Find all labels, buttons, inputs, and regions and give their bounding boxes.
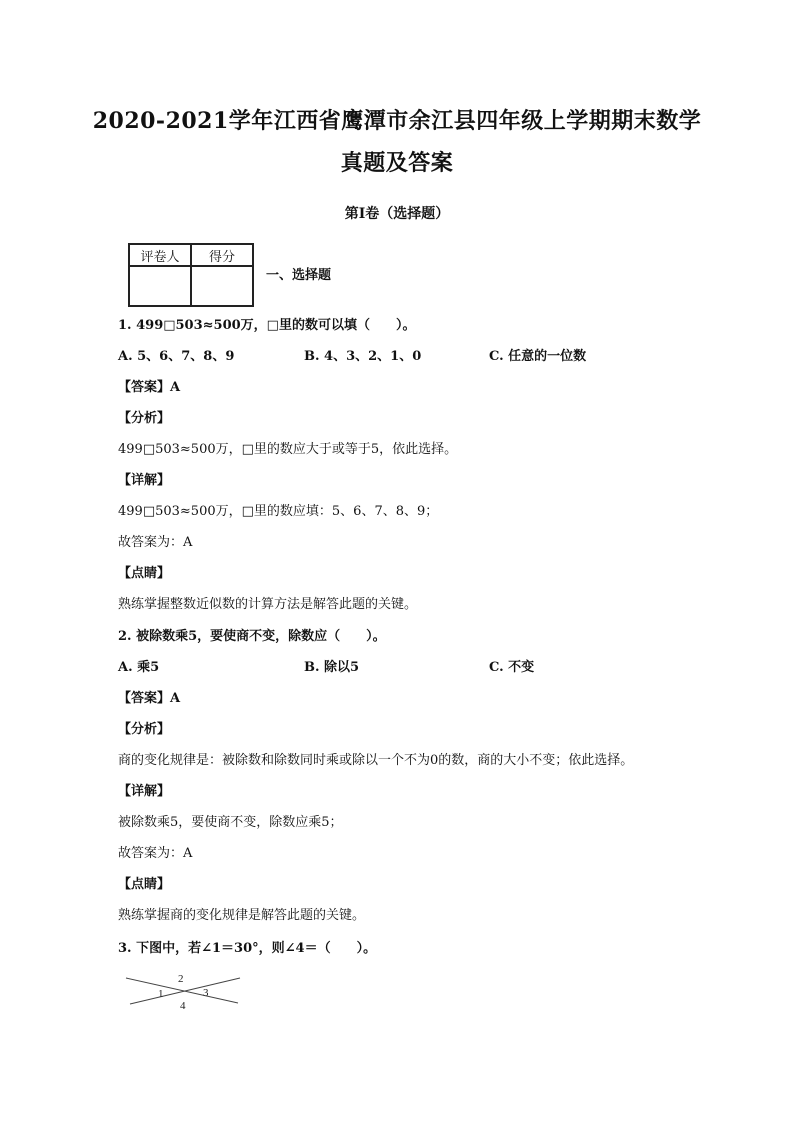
score-table-cell-grader: [129, 266, 191, 306]
document-title-line-1: 2020-2021学年江西省鹰潭市余江县四年级上学期期末数学: [92, 108, 702, 134]
section-title: 一、选择题: [266, 268, 332, 283]
question-2-option-a: A. 乘5: [118, 660, 160, 675]
intersecting-lines-figure: [122, 968, 246, 1014]
question-3: 3. 下图中，若∠1＝30°，则∠4＝（ ）。: [118, 941, 377, 956]
question-2-analysis: 商的变化规律是：被除数和除数同时乘或除以一个不为0的数，商的大小不变；依此选择。: [118, 753, 634, 768]
question-1-option-b: B. 4、3、2、1、0: [304, 349, 422, 364]
question-2-answer: 【答案】A: [118, 691, 181, 706]
question-1: 1. 499□503≈500万，□里的数可以填（ ）。: [118, 318, 416, 333]
question-2-option-c: C. 不变: [489, 660, 535, 675]
score-table-header-grader: 评卷人: [129, 244, 191, 266]
score-table: [128, 243, 254, 307]
question-1-analysis: 499□503≈500万，□里的数应大于或等于5，依此选择。: [118, 442, 458, 457]
question-1-comment: 熟练掌握整数近似数的计算方法是解答此题的关键。: [118, 597, 418, 612]
question-1-analysis-label: 【分析】: [118, 411, 171, 426]
angle-label-3: 3: [203, 987, 209, 999]
angle-label-2: 2: [178, 973, 184, 985]
question-2-detail: 被除数乘5，要使商不变，除数应乘5；: [118, 815, 343, 830]
question-2-comment-label: 【点睛】: [118, 877, 171, 892]
question-1-detail-label: 【详解】: [118, 473, 171, 488]
document-title-line-2: 真题及答案: [340, 150, 454, 176]
question-1-detail: 499□503≈500万，□里的数应填：5、6、7、8、9；: [118, 504, 439, 519]
question-1-conclusion: 故答案为：A: [118, 535, 193, 550]
question-1-answer: 【答案】A: [118, 380, 181, 395]
question-2: 2. 被除数乘5，要使商不变，除数应（ ）。: [118, 629, 386, 644]
question-2-analysis-label: 【分析】: [118, 722, 171, 737]
angle-label-4: 4: [180, 1000, 186, 1012]
question-1-option-a: A. 5、6、7、8、9: [118, 349, 235, 364]
question-2-comment: 熟练掌握商的变化规律是解答此题的关键。: [118, 908, 366, 923]
score-table-header-score: 得分: [191, 244, 253, 266]
part-title: 第I卷（选择题）: [344, 206, 450, 222]
question-1-option-c: C. 任意的一位数: [489, 349, 587, 364]
score-table-cell-score: [191, 266, 253, 306]
question-2-conclusion: 故答案为：A: [118, 846, 193, 861]
question-2-option-b: B. 除以5: [304, 660, 360, 675]
question-2-detail-label: 【详解】: [118, 784, 171, 799]
question-1-comment-label: 【点睛】: [118, 566, 171, 581]
angle-label-1: 1: [158, 988, 164, 1000]
